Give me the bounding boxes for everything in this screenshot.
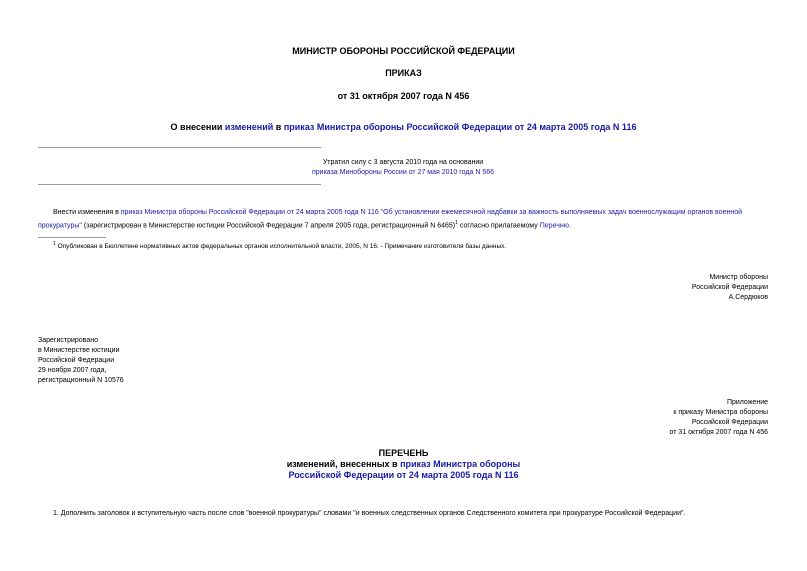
link-amended-order[interactable]: приказ Министра обороны Российской Федерации от 24 марта 2005 года N 116 [283,122,637,132]
list-title [0,448,807,481]
appendix-block [518,398,768,438]
validity-notice [38,158,768,178]
registration-line-5: регистрационный N 10576 [38,377,124,384]
divider-top [38,147,321,148]
appendix-line-4: от 31 октября 2007 года N 456 [669,429,768,436]
footnote-text: Опубликован в Бюллетене нормативных актов федеральных органов исполнительной власти, 2005, N 16. - Примечание изготовителя базы данных. [55,243,507,251]
document-type: ПРИКАЗ [385,68,422,78]
body-paragraph [38,208,768,231]
list-title-subtitle [0,459,807,470]
footnote-mark: 1 [53,241,56,247]
signature-name: А.Сердюков [728,294,768,301]
registration-block [38,336,288,386]
signature-block [518,273,768,303]
body-text-before: Внести изменения в [53,209,121,216]
subject-middle: в [273,122,284,132]
registration-line-4: 29 ноября 2007 года, [38,367,107,374]
link-list-order-part1[interactable]: приказ Министра обороны [400,459,521,469]
document-date-number: от 31 октября 2007 года N 456 [337,91,470,101]
subject-prefix: О внесении [170,122,225,132]
link-list[interactable]: Перечню [539,222,569,230]
list-title-heading: ПЕРЕЧЕНЬ [378,448,429,458]
footnote [53,240,753,251]
body-text-after: (зарегистрирован в Министерстве юстиции Российской Федерации 7 апреля 2005 года, регистрационный N 6465) [81,222,456,230]
registration-line-3: Российской Федерации [38,357,115,364]
list-item-1: 1. Дополнить заголовок и вступительную часть после слов "военной прокуратуры" словами "и военных следственных органов Следственного комитета при прокуратуре Российской Федерации". [53,510,686,517]
appendix-line-1: Приложение [726,399,768,406]
document-subject [0,122,807,132]
footnote-divider [38,237,106,238]
registration-line-1: Зарегистрировано [38,337,98,344]
divider-bottom [38,184,321,185]
link-changes[interactable]: изменений [224,122,274,132]
link-order-116[interactable]: приказ Министра обороны Российской Федерации от 24 марта 2005 года N 116 "Об установлении ежемесячной надбавки за важность выполняемых задач военнослужащим органов военной прокуратуры" [38,209,743,230]
footnote-reference[interactable]: 1 [455,220,458,226]
body-period: . [568,222,571,230]
signature-country: Российской Федерации [691,284,768,291]
link-list-order-part2[interactable]: Российской Федерации от 24 марта 2005 года N 116 [288,470,519,480]
link-repealing-order[interactable]: приказа Минобороны России от 27 мая 2010 года N 566 [311,169,495,176]
ministry-title: МИНИСТР ОБОРОНЫ РОССИЙСКОЙ ФЕДЕРАЦИИ [292,46,515,56]
appendix-line-2: к приказу Министра обороны [673,409,768,416]
body-text-end: согласно прилагаемому [457,222,540,230]
list-title-prefix: изменений, внесенных в [286,459,401,469]
signature-title: Министр обороны [709,274,768,281]
registration-line-2: в Министерстве юстиции [38,347,120,354]
appendix-line-3: Российской Федерации [691,419,768,426]
validity-line: Утратил силу с 3 августа 2010 года на основании [322,159,484,166]
